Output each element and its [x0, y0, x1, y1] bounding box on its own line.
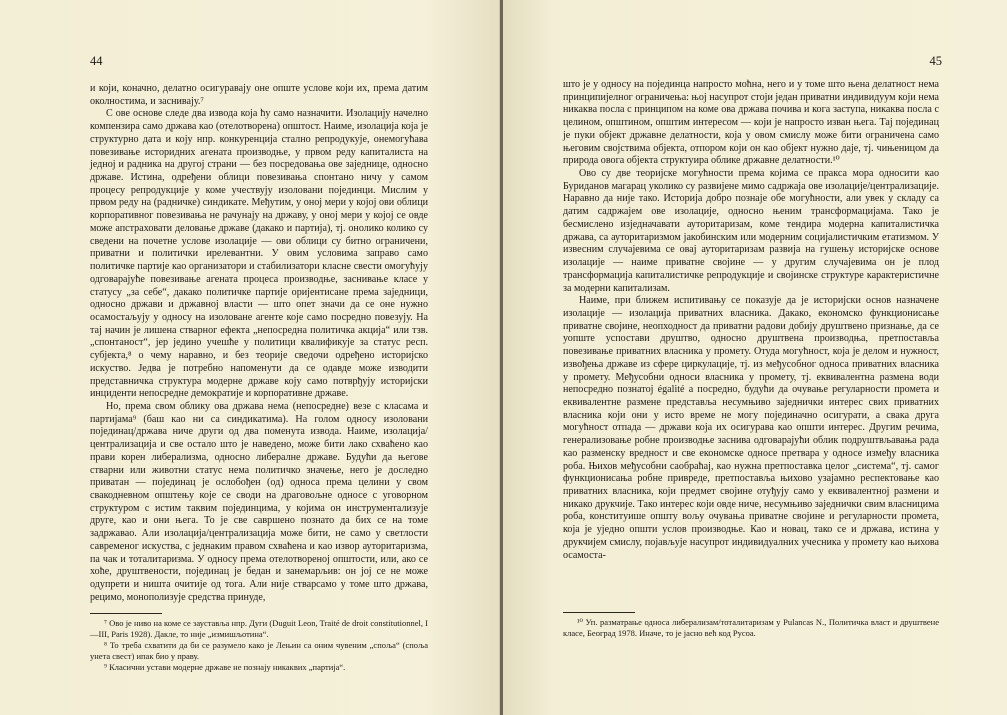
page-number: 44: [90, 54, 103, 68]
right-page: [503, 0, 1007, 715]
footnote: ⁸ То треба схватити да би се разумело како је Лењин са оним чувеним „споља“ (споља унета свест) ипак био у праву.: [90, 639, 428, 661]
page-number: 45: [929, 54, 942, 68]
paragraph: Ово су две теоријске могућности према којима се пракса мора односити као Буриданов магарац уколико су развијене мимо садржаја ове изолације/централизације. Наравно да није тако. Историја добро познаје обе могућности, али увек у складу са датим садржајем ове изолације, односно њеним трансформацијама. Тако је бесмислено изједначавати ауторитаризам, коме тендира модерна капиталистичка држава, са ауторитаризмом јакобинским или модерним социјалистичким етатизмом. У извесним случајевима се овај ауторитаризам развија на гушењу историјске основе изолације — наиме приватне својине — у другим случајевима он је плод трансформација капиталистичке репродукције и својинске структуре карактеристичне за модерни капитализам.: [563, 168, 939, 294]
footnote: ⁷ Ово је ниво на коме се зауставља нпр. Дуги (Duguit Leon, Traité de droit constitutionnel, I—III, Paris 1928). Дакле, то није „измишљотина“.: [90, 618, 428, 639]
footnotes: [90, 618, 428, 673]
paragraph: и који, коначно, делатно осигуравају оне опште услове који их, према датим околностима, и заснивају.⁷: [90, 83, 428, 107]
left-page: [0, 0, 500, 715]
body-text: [90, 83, 428, 604]
paragraph: Но, према свом облику ова држава нема (непосредне) везе с класама и партијама⁹ (баш као ни са синдикатима). На голом односу изоловани појединац/држава ниче други од два поменута извода. Наиме, изолација/централизација и све остало што је наведено, може бити лако схваћено као прави корен либерализма, односно либералне државе. Будући да његовe стварни или живoтни статус нема политичко значење, него је доследно приватан — појединац је ослобођен (од) односа према целини у свом свакодневном општењу које се своди на драговољне односе с уговорном структуром с истим таквим појединцима, у којима он инструментализује друге, као и они њега. То је све савршено познато да бих се на томе задржавао. Али изолација/централизација може бити, не само у светлости савременог искуства, с једнаким правом схваћена и као извор ауторитаризма, па чак и тоталитаризма. У односу према отелотвореној општости, или, ако се хоће, друштвености, појединац је бедан и занемарљив: он јој се не може одупрети и ништа очитије од тога. Али ниje стварсамо у томе што држава, рецимо, монополизује средства принуде,: [90, 400, 428, 603]
paragraph: што је у односу на појединца напросто моћна, него и у томе што њена делатност нема принципијелног ограничења: њој насупрот стоји један приватни индивидуум који нема никаква посла с принципом на коме ова држава почива и кога заступа, никаква посла с целином, општином, општим интересом — који је напросто изван њега. Тај појединац је пуки објект државне делатности, која у овом смислу може бити ограничена само његовим својствима објекта, отпором који он као објект нужно даје, тј. чињеницом да природа овога објекта структуира облике државне делатности.¹⁰: [563, 79, 939, 167]
footnote: ¹⁰ Уп. разматрање односа либерализам/тоталитаризам у Pulancas N., Политичка власт и друштвене класе, Београд 1978. Иначе, то је јасно већ код Русоа.: [563, 617, 939, 638]
body-text: [563, 79, 939, 562]
footnote: ⁹ Класични устави модерне државе не познају никаквих „партија“.: [104, 661, 346, 672]
footnote-rule: [90, 613, 162, 614]
footnotes: [563, 617, 939, 639]
paragraph: С ове основе следе два извода која ћу само назначити. Изолацију начелно компензира само држава као (отелотворена) општост. Наиме, изолација која је структурно дата и коју нпр. конкуренција стално репродукује, онемогућава повезивање историдних агената производње, у првом реду капиталиста на једној и радника на другој страни — без посредовања ове заједнице, односно државе. Истина, одређени облици повезивања спонтано ничу у самом процесу репродукције у коме учествују изоловани појединци. Мислим у првом реду на (радничке) синдикате. Међутим, у оној мери у којој ови облици корпоративног повезивања не рачунају на државу, у оној мери у којој се овде може апстраховати деловање државе (дакако и партија), тј. онолико колико су сведени на почетне услове изолације — ови облици су битно ограничени, приватни и политички ирелевантни. У овим условима заправо само политичке партије као организатори и стабилизатори класне свести омогућују одговарајуће повезивање агената процеса производње, заснивање класе у статусу „за себе“, дакако политичке партије оријентисане према заједници, односно држави и државној власти — што опет значи да се оне нужно осамостаљују у односу на изоловане агенте које само посредно повезују. На тај начин је лишена стварног ефекта „непосредна политичка акција“ или тзв. „спонтаност“, јер једино учешће у политици квалификује за статус респ. субјекта,⁸ о чему наравно, и без теорије сведочи одређено историјско искуство. Једва је потребно напоменути да се одавде може изводити представничка структура модерне државе коју само потврђују историјски инциденти непосредне демократије и корпоративне државе.: [90, 108, 428, 400]
footnote-rule: [563, 612, 635, 613]
paragraph: Наиме, при ближем испитивању се показује да је историјски основ назначене изолације — изолација приватних власника. Дакако, економско функционисање приватне својине, неопходност да приватни радови добију друштвено признање, да се уопште успостави друштво, односно друштвена производња, претпоставља повезивање приватних власника у промету. Отуда могућност, која је делом и нужност, извођења државе из сфере циркулације, тј. из међусобног односа приватних власника у промету. Међусобни односи власника у промету, тј. еквивалентна размена води непосредно познатој égalité a посредно, будући да очување регуларности промета и еквивалентне размене представља несумњиво заједнички интерес свих приватних власника који они у исто време не могу појединачно осигурати, а свака друга могућност отпада — држави која их осигурава као општи интерес. Другим речима, генерализовање робне производње заснива одговарајући облик подруштвљавања рада као разменску вредност и све економске односе претвара у односе између власника роба. Њихов међусобни саобраћај, као нужна претпоставка целог „система“, тј. самог функционисања робне привреде, претпоставља њихово узајамно респектовање као приватних власника, који предмет својине отуђују само у еквивалентној размени и никако друкчије. Тако интерес који овде ниче, несумњиво заједнички свим власницима роба, конституише општу вољу очувања приватне својине и регуларности промета, која је уједно општи услов производње. Као и новац, тако се и држава, истина у друкчијем смислу, појављује насупрот индивидуалних учесника у промету као њихова осамоста-: [563, 295, 939, 561]
